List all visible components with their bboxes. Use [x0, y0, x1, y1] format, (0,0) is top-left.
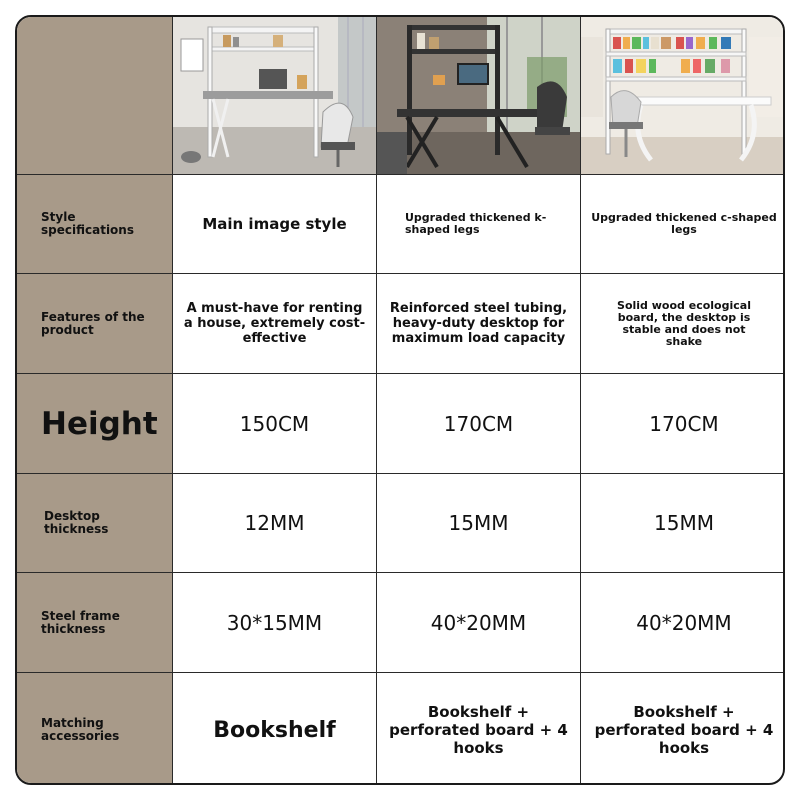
cell-height-2: 170CM [443, 411, 514, 436]
cell-features-2: Reinforced steel tubing, heavy-duty desktop for maximum load capacity [389, 301, 568, 346]
cell-desktop-3: 15MM [654, 511, 714, 535]
cell-desktop-1: 12MM [244, 511, 305, 535]
label-text: Style specifications [41, 210, 134, 237]
cell-accessories-1: Bookshelf [213, 717, 336, 743]
cell-features-1: A must-have for renting a house, extremely cost-effective [183, 301, 366, 346]
cell-desktop-2: 15MM [448, 511, 509, 535]
cell-steel-1: 30*15MM [226, 610, 323, 635]
cell-accessories-3: Bookshelf + perforated board + 4 hooks [594, 703, 774, 757]
row-label-desktop-thickness: Desktop thickness [44, 509, 109, 536]
cell-style-1: Main image style [202, 214, 347, 233]
cell-features-3: Solid wood ecological board, the desktop is stable and does not shake [617, 298, 751, 348]
row-label-steel-frame: Steel frame thickness [41, 608, 120, 636]
comparison-table [15, 15, 785, 785]
photo-bookshelf-desk [581, 17, 785, 174]
cell-steel-3: 40*20MM [636, 610, 732, 635]
cell-height-3: 170CM [649, 411, 719, 436]
row-label-accessories: Matching accessories [41, 716, 120, 743]
photo-white-desk [173, 17, 376, 174]
cell-accessories-2: Bookshelf + perforated board + 4 hooks [389, 703, 568, 757]
cell-steel-2: 40*20MM [430, 610, 527, 635]
row-label-height: Height [41, 405, 158, 442]
row-label-style [17, 175, 172, 273]
row-label-features: Features of the product [41, 309, 145, 337]
cell-height-1: 150CM [239, 411, 310, 436]
photo-dark-desk [377, 17, 580, 174]
cell-style-3: Upgraded thickened c-shaped legs [591, 211, 777, 236]
cell-style-2: Upgraded thickened k-shaped legs [405, 211, 547, 236]
